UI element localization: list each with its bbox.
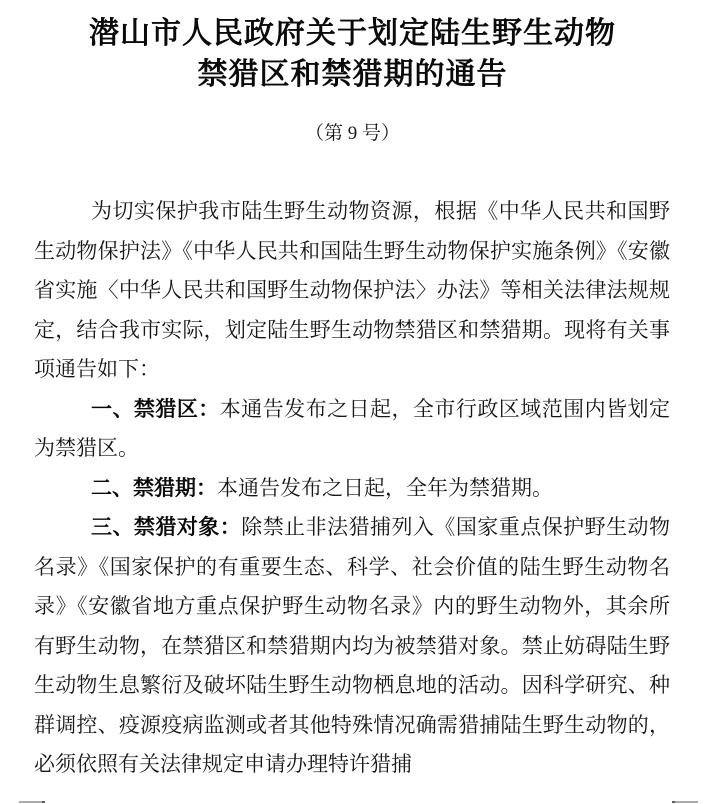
- page-boundary-mark-tip: [672, 801, 675, 803]
- document-number: （第 9 号）: [304, 123, 400, 144]
- paragraph-lead: 三、禁猎对象：: [91, 516, 242, 539]
- page-boundary-mark-left: [19, 801, 45, 803]
- paragraph-hunting-ban-period: [34, 469, 670, 509]
- paragraph-text: 本通告发布之日起，全市行政区域范围内皆划定为禁猎区。: [34, 396, 671, 460]
- paragraph-hunting-ban-targets: [34, 508, 670, 785]
- paragraph-hunting-ban-area: [34, 390, 670, 469]
- paragraph-text: 为切实保护我市陆生野生动物资源，根据《中华人民共和国野生动物保护法》《中华人民共和国陆生野生动物保护实施条例》《安徽省实施〈中华人民共和国野生动物保护法〉办法》等相关法律法规规定，结合我市实际，划定陆生野生动物禁猎区和禁猎期。现将有关事项通告如下：: [34, 199, 670, 381]
- page-boundary-mark-right: [672, 801, 698, 803]
- paragraph-lead: 二、禁猎期：: [91, 476, 217, 500]
- document-title-line-2: 禁猎区和禁猎期的通告: [197, 58, 508, 91]
- paragraph-lead: 一、禁猎区：: [91, 397, 220, 421]
- paragraph-intro: [34, 192, 670, 390]
- paragraph-text: 除禁止非法猎捕列入《国家重点保护野生动物名录》《国家保护的有重要生态、科学、社会价值的陆生野生动物名录》《安徽省地方重点保护野生动物名录》内的野生动物外，其余所有野生动物，在禁猎区和禁猎期内均为被禁猎对象。禁止妨碍陆生野生动物生息繁衍及破坏陆生野生动物栖息地的活动。因科学研究、种群调控、疫源疫病监测或者其他特殊情况确需猎捕陆生野生动物的，必须依照有关法律规定申请办理特许猎捕: [34, 515, 671, 776]
- document-title-line-1: 潜山市人民政府关于划定陆生野生动物: [89, 17, 616, 50]
- document-body: [34, 192, 670, 785]
- document-title: [0, 13, 705, 95]
- paragraph-text: 本通告发布之日起，全年为禁猎期。: [217, 475, 553, 500]
- page-boundary-mark-tip: [42, 801, 45, 803]
